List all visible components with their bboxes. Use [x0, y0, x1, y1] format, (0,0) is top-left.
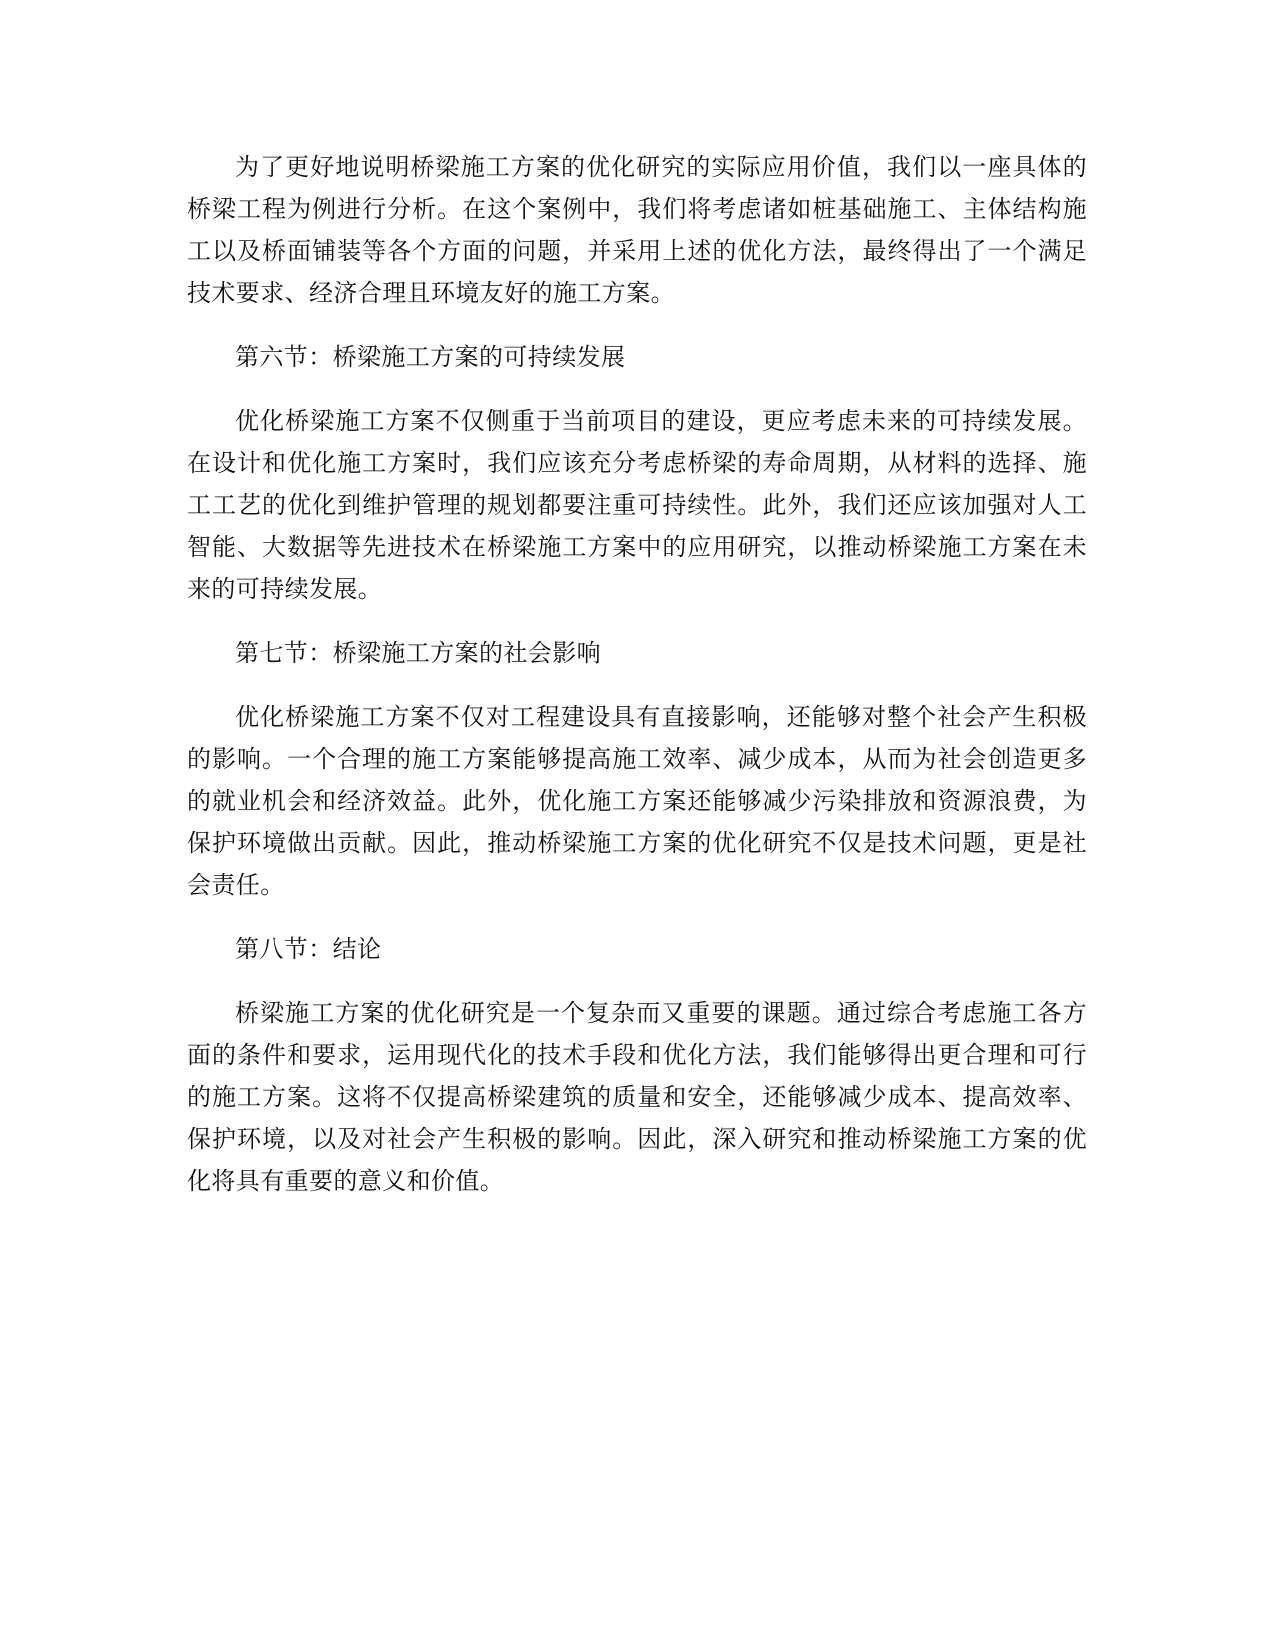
section-heading-social-impact: 第七节：桥梁施工方案的社会影响: [235, 639, 601, 667]
document-body: [187, 146, 1087, 1224]
paragraph-sustainable-development: 优化桥梁施工方案不仅侧重于当前项目的建设，更应考虑未来的可持续发展。在设计和优化施工方案时，我们应该充分考虑桥梁的寿命周期，从材料的选择、施工工艺的优化到维护管理的规划都要注重可持续性。此外，我们还应该加强对人工智能、大数据等先进技术在桥梁施工方案中的应用研究，以推动桥梁施工方案在未来的可持续发展。: [187, 407, 1087, 603]
paragraph-case-study: 为了更好地说明桥梁施工方案的优化研究的实际应用价值，我们以一座具体的桥梁工程为例进行分析。在这个案例中，我们将考虑诸如桩基础施工、主体结构施工以及桥面铺装等各个方面的问题，并采用上述的优化方法，最终得出了一个满足技术要求、经济合理且环境友好的施工方案。: [187, 153, 1087, 307]
paragraph-social-impact: 优化桥梁施工方案不仅对工程建设具有直接影响，还能够对整个社会产生积极的影响。一个合理的施工方案能够提高施工效率、减少成本，从而为社会创造更多的就业机会和经济效益。此外，优化施工方案还能够减少污染排放和资源浪费，为保护环境做出贡献。因此，推动桥梁施工方案的优化研究不仅是技术问题，更是社会责任。: [187, 703, 1087, 899]
section-heading-sustainable-development: 第六节：桥梁施工方案的可持续发展: [235, 343, 626, 371]
paragraph-conclusion: 桥梁施工方案的优化研究是一个复杂而又重要的课题。通过综合考虑施工各方面的条件和要求，运用现代化的技术手段和优化方法，我们能够得出更合理和可行的施工方案。这将不仅提高桥梁建筑的质量和安全，还能够减少成本、提高效率、保护环境，以及对社会产生积极的影响。因此，深入研究和推动桥梁施工方案的优化将具有重要的意义和价值。: [187, 999, 1087, 1195]
section-heading-conclusion: 第八节：结论: [235, 935, 382, 963]
